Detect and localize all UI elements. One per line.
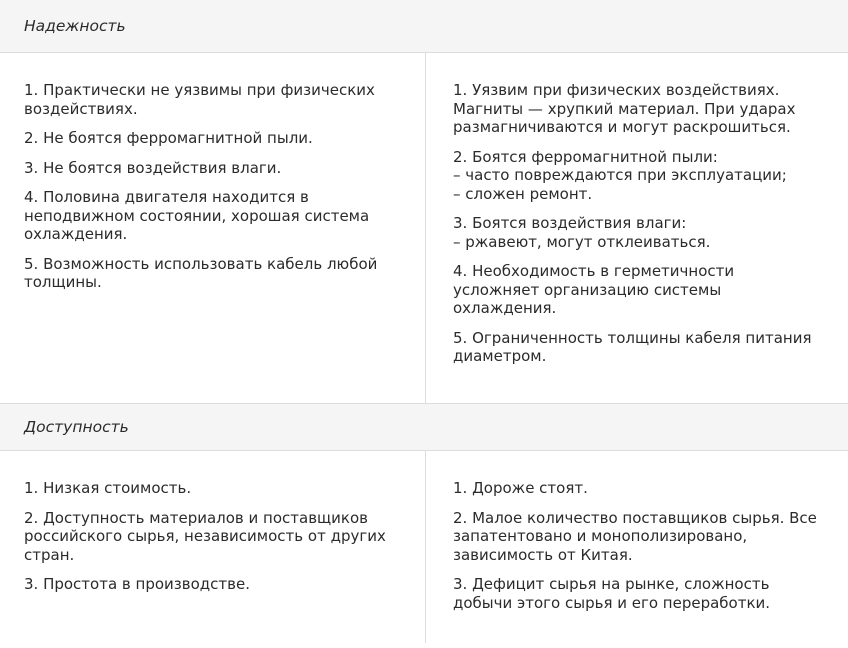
list-item-line: российского сырья, независимость от других [24, 527, 386, 545]
list-item-line: зависимость от Китая. [453, 545, 633, 564]
list-item-line: – часто повреждаются при эксплуатации; [453, 166, 787, 184]
section-header-availability [0, 403, 848, 451]
list-item-line: добычи этого сырья и его переработки. [453, 593, 771, 612]
list-item-line: 3. Дефицит сырья на рынке, сложность [453, 575, 770, 593]
list-item-line: 1. Уязвим при физических воздействиях. [453, 81, 780, 99]
list-item-line: охлаждения. [453, 299, 557, 317]
section-row-availability [0, 451, 848, 643]
list-item-line: размагничиваются и могут раскрошиться. [453, 118, 791, 136]
list-item-line: усложняет организацию системы [453, 280, 722, 299]
list-item-line: – ржавеют, могут отклеиваться. [453, 232, 711, 251]
list-item [24, 129, 401, 148]
list-item [453, 479, 824, 498]
list-item [24, 188, 401, 244]
section-title: Доступность [24, 418, 129, 436]
list-item-line: Магниты — хрупкий материал. При ударах [453, 99, 796, 118]
list-item-line: 2. Боятся ферромагнитной пыли: [453, 147, 718, 166]
list-item [453, 214, 824, 251]
list-item-line: 1. Дороже стоят. [453, 479, 588, 497]
advantages-cell [0, 53, 426, 403]
advantages-cell [0, 451, 426, 643]
section-row-reliability [0, 53, 848, 403]
list-item [453, 575, 824, 612]
list-item [453, 329, 824, 366]
list-item [24, 575, 401, 594]
list-item-line: – сложен ремонт. [453, 184, 593, 203]
list-item-line: 2. Доступность материалов и поставщиков [24, 508, 369, 527]
disadvantages-cell [426, 53, 848, 403]
list-item-line: 2. Малое количество поставщиков сырья. Все [453, 508, 817, 527]
list-item-line: 4. Необходимость в герметичности [453, 262, 735, 280]
list-item-line: 2. Не боятся ферромагнитной пыли. [24, 129, 313, 147]
list-item [24, 479, 401, 498]
list-item-line: 3. Простота в производстве. [24, 575, 250, 593]
section-header-reliability [0, 0, 848, 53]
list-item-line: неподвижном состоянии, хорошая система [24, 206, 370, 225]
list-item-line: 3. Боятся воздействия влаги: [453, 214, 687, 232]
list-item-line: 5. Ограниченность толщины кабеля питания [453, 328, 812, 347]
list-item [24, 509, 401, 565]
list-item-line: диаметром. [453, 347, 547, 365]
list-item-line: 5. Возможность использовать кабель любой [24, 254, 378, 273]
list-item-line: 4. Половина двигателя находится в [24, 188, 309, 206]
section-title: Надежность [24, 17, 126, 35]
list-item-line: запатентовано и монополизировано, [453, 527, 748, 545]
list-item-line: 3. Не боятся воздействия влаги. [24, 158, 282, 177]
list-item [453, 262, 824, 318]
list-item-line: воздействиях. [24, 99, 138, 118]
list-item-line: стран. [24, 545, 75, 564]
disadvantages-cell [426, 451, 848, 643]
list-item-line: охлаждения. [24, 225, 128, 243]
list-item [453, 148, 824, 204]
list-item [24, 255, 401, 292]
list-item [24, 159, 401, 178]
list-item [24, 81, 401, 118]
list-item-line: толщины. [24, 273, 102, 291]
list-item [453, 81, 824, 137]
list-item-line: 1. Практически не уязвимы при физических [24, 81, 375, 99]
list-item [453, 509, 824, 565]
list-item-line: 1. Низкая стоимость. [24, 479, 192, 497]
